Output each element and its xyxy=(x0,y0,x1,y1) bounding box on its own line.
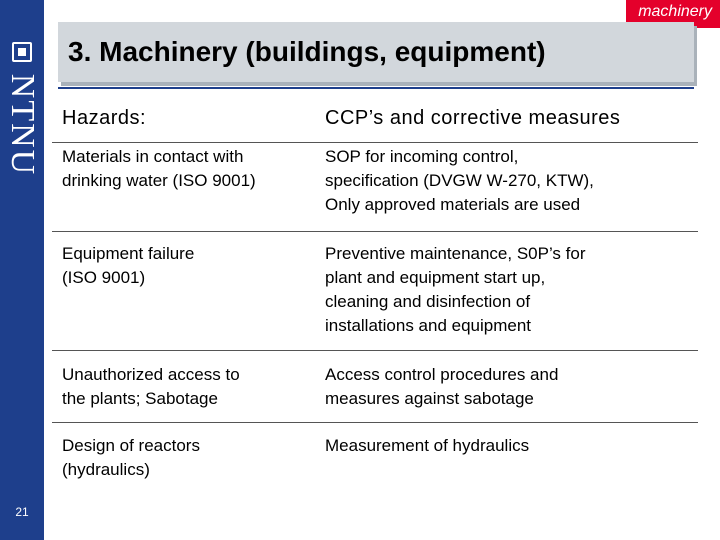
header-hazards: Hazards: xyxy=(62,107,147,129)
sidebar xyxy=(0,0,44,540)
hazard-cell xyxy=(52,232,315,351)
ntnu-logo-icon xyxy=(12,42,32,62)
header-measures: CCP’s and corrective measures xyxy=(325,107,621,129)
measure-cell xyxy=(315,423,698,495)
measure-text: SOP for incoming control, specification (DVGW W-270, KTW), Only approved materials are used xyxy=(325,147,594,214)
hazard-text: Unauthorized access to the plants; Sabotage xyxy=(62,365,240,408)
measure-cell xyxy=(315,351,698,423)
hazard-cell xyxy=(52,351,315,423)
hazard-cell xyxy=(52,423,315,495)
ntnu-logo xyxy=(4,70,41,180)
measure-text: Measurement of hydraulics xyxy=(325,436,530,455)
hazard-text: Materials in contact with drinking water (ISO 9001) xyxy=(62,147,256,190)
hazard-text: Equipment failure (ISO 9001) xyxy=(62,244,195,287)
measure-text: Access control procedures and measures against sabotage xyxy=(325,365,559,408)
section-tag: machinery xyxy=(626,0,720,28)
ntnu-logo-text: NTNU xyxy=(4,73,41,177)
page-title: 3. Machinery (buildings, equipment) xyxy=(68,36,546,67)
measure-cell xyxy=(315,143,698,232)
title-divider xyxy=(58,87,694,89)
table-row xyxy=(52,143,698,232)
hazard-text: Design of reactors (hydraulics) xyxy=(62,436,200,479)
hazards-table xyxy=(52,94,698,494)
title-bar xyxy=(58,22,694,82)
page-number: 21 xyxy=(15,505,29,519)
table-header-row xyxy=(52,94,698,143)
table-row xyxy=(52,423,698,495)
table-row xyxy=(52,232,698,351)
hazard-cell xyxy=(52,143,315,232)
measure-text: Preventive maintenance, S0P’s for plant and equipment start up, cleaning and disinfection of installations and equipment xyxy=(325,244,586,335)
table-row xyxy=(52,351,698,423)
measure-cell xyxy=(315,232,698,351)
